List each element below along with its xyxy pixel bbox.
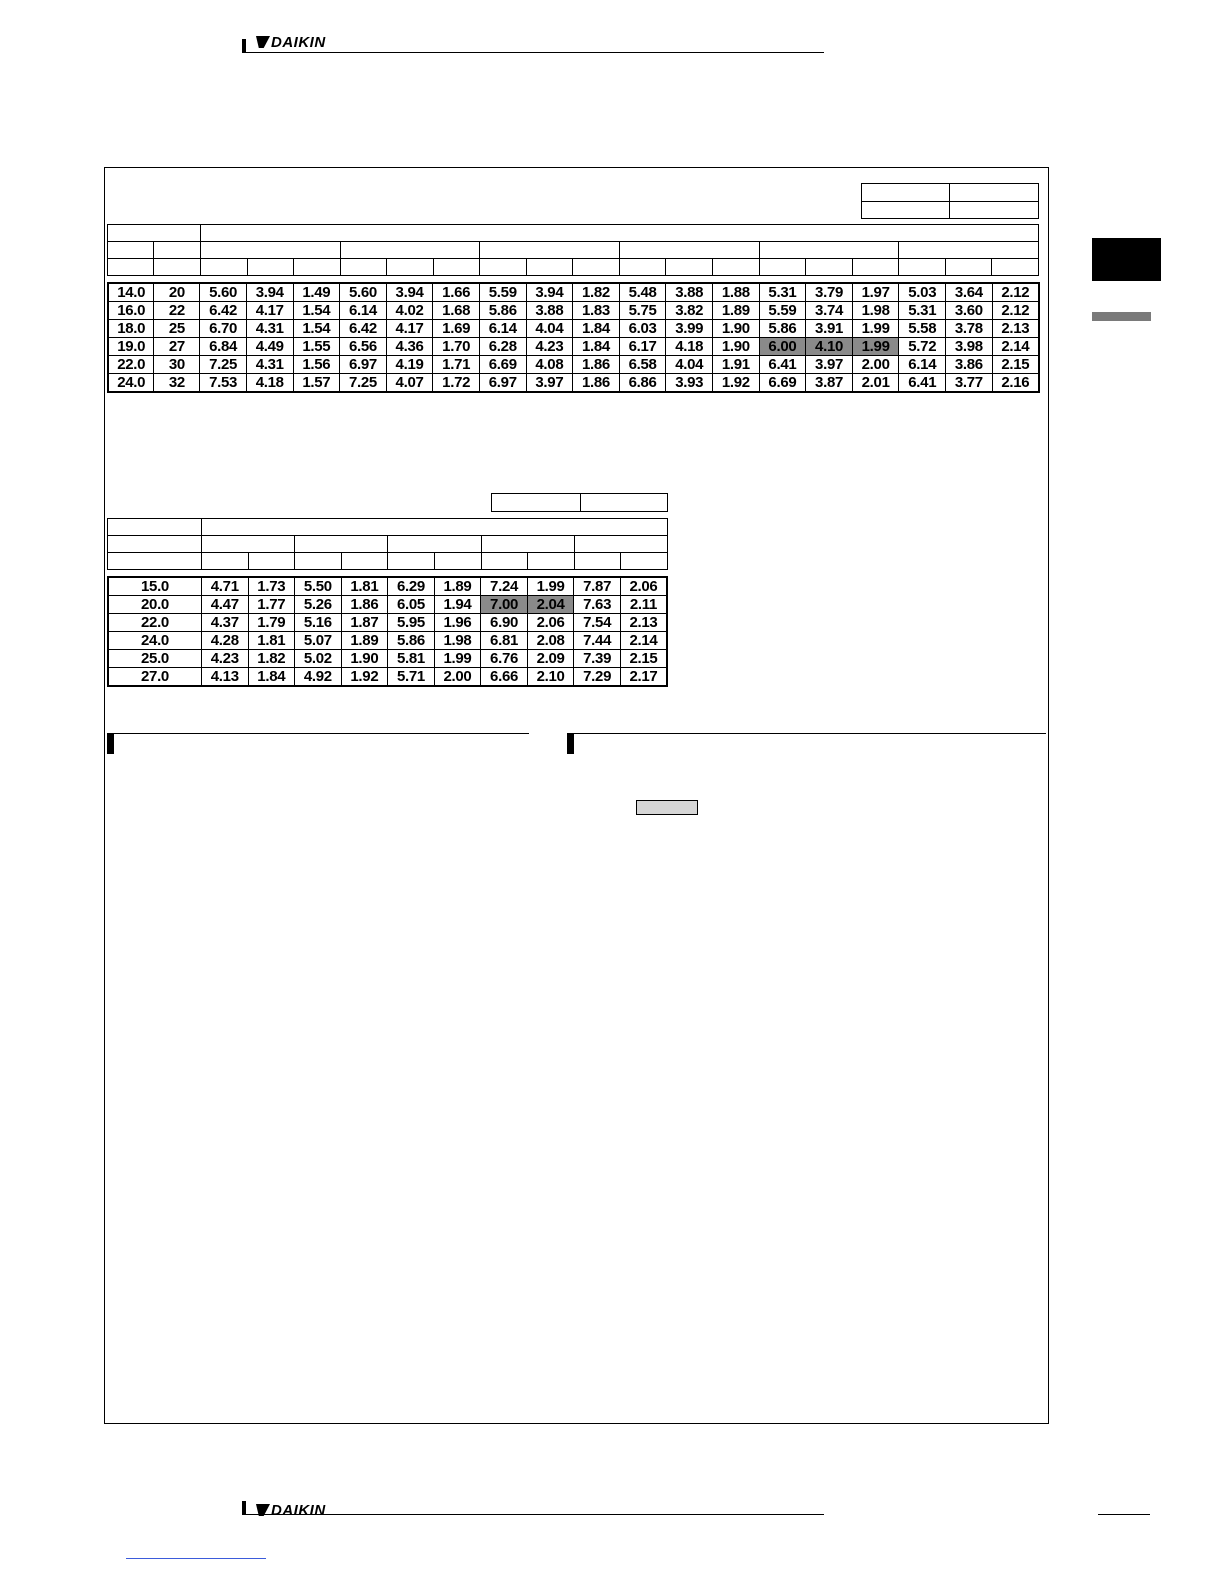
table-cell: 1.81 bbox=[341, 577, 388, 596]
table-cell: 4.49 bbox=[246, 338, 293, 356]
table-cell: 25 bbox=[154, 320, 200, 338]
table-cell: 20.0 bbox=[108, 596, 201, 614]
table-row bbox=[108, 356, 1039, 374]
table-cell: 14.0 bbox=[108, 283, 154, 302]
table-cell: 3.93 bbox=[666, 374, 713, 393]
header-brand: DAIKIN bbox=[271, 34, 326, 51]
table-row bbox=[108, 320, 1039, 338]
table-cell: 6.56 bbox=[340, 338, 387, 356]
table-cell: 5.50 bbox=[295, 577, 342, 596]
header-logo bbox=[256, 34, 326, 51]
table-cell: 5.60 bbox=[200, 283, 247, 302]
table-cell: 2.15 bbox=[620, 650, 667, 668]
table-cell: 6.28 bbox=[479, 338, 526, 356]
table-row bbox=[108, 302, 1039, 320]
table-cell: 2.14 bbox=[620, 632, 667, 650]
table-cell: 2.00 bbox=[852, 356, 899, 374]
table-cell: 5.07 bbox=[295, 632, 342, 650]
table-cell: 7.54 bbox=[574, 614, 621, 632]
table-cell: 1.54 bbox=[293, 320, 340, 338]
table1-header bbox=[107, 224, 1039, 276]
table-cell: 6.97 bbox=[340, 356, 387, 374]
table-cell: 4.04 bbox=[526, 320, 573, 338]
table-cell: 7.63 bbox=[574, 596, 621, 614]
table-cell: 5.31 bbox=[899, 302, 946, 320]
table-cell: 5.95 bbox=[388, 614, 435, 632]
table-cell: 5.48 bbox=[619, 283, 666, 302]
page-number-rule bbox=[1098, 1514, 1150, 1515]
table-cell: 1.82 bbox=[573, 283, 620, 302]
table-cell: 2.13 bbox=[620, 614, 667, 632]
table-cell: 2.12 bbox=[992, 283, 1039, 302]
table-cell: 3.64 bbox=[946, 283, 993, 302]
table-cell: 7.24 bbox=[481, 577, 528, 596]
table-cell: 3.86 bbox=[946, 356, 993, 374]
table-cell: 2.08 bbox=[527, 632, 574, 650]
section-header-left bbox=[107, 733, 529, 756]
table-cell: 2.06 bbox=[620, 577, 667, 596]
footer-link-underline[interactable] bbox=[126, 1558, 266, 1559]
table-cell: 3.78 bbox=[946, 320, 993, 338]
table-cell: 1.98 bbox=[434, 632, 481, 650]
table-cell: 3.87 bbox=[806, 374, 853, 393]
table-row bbox=[108, 668, 667, 687]
section-header-right bbox=[567, 733, 1046, 756]
table-cell: 5.86 bbox=[759, 320, 806, 338]
header-bar bbox=[242, 34, 824, 53]
table-row bbox=[108, 650, 667, 668]
table-cell: 6.58 bbox=[619, 356, 666, 374]
table-cell: 1.99 bbox=[434, 650, 481, 668]
table-cell: 6.03 bbox=[619, 320, 666, 338]
table-cell: 6.42 bbox=[340, 320, 387, 338]
table-cell: 6.14 bbox=[899, 356, 946, 374]
table-cell: 1.89 bbox=[713, 302, 760, 320]
table-cell: 1.82 bbox=[248, 650, 295, 668]
subsection-tab[interactable] bbox=[1092, 312, 1151, 321]
table-cell: 3.88 bbox=[526, 302, 573, 320]
table-cell: 6.41 bbox=[899, 374, 946, 393]
table-cell: 5.59 bbox=[759, 302, 806, 320]
table-cell: 2.17 bbox=[620, 668, 667, 687]
table-cell: 24.0 bbox=[108, 374, 154, 393]
table-cell: 4.23 bbox=[201, 650, 248, 668]
table-cell: 6.14 bbox=[479, 320, 526, 338]
table-cell: 4.92 bbox=[295, 668, 342, 687]
table-cell: 1.88 bbox=[713, 283, 760, 302]
table-cell: 6.41 bbox=[759, 356, 806, 374]
table-cell: 1.87 bbox=[341, 614, 388, 632]
table-cell: 6.90 bbox=[481, 614, 528, 632]
footer-logo bbox=[256, 1502, 326, 1519]
table-cell: 3.77 bbox=[946, 374, 993, 393]
table-cell: 3.94 bbox=[526, 283, 573, 302]
table-cell: 3.82 bbox=[666, 302, 713, 320]
table-cell: 2.16 bbox=[992, 374, 1039, 393]
table2-data bbox=[107, 576, 668, 687]
table-cell: 4.31 bbox=[246, 320, 293, 338]
table-cell: 1.57 bbox=[293, 374, 340, 393]
table-cell: 5.03 bbox=[899, 283, 946, 302]
table-cell: 4.28 bbox=[201, 632, 248, 650]
table-cell: 6.84 bbox=[200, 338, 247, 356]
table-cell: 2.11 bbox=[620, 596, 667, 614]
table2-header bbox=[107, 518, 668, 570]
table-row bbox=[108, 338, 1039, 356]
table-cell: 30 bbox=[154, 356, 200, 374]
table-cell: 1.89 bbox=[434, 577, 481, 596]
table-cell: 1.54 bbox=[293, 302, 340, 320]
table-cell: 7.39 bbox=[574, 650, 621, 668]
table-cell: 4.18 bbox=[246, 374, 293, 393]
table-cell: 1.49 bbox=[293, 283, 340, 302]
table-cell: 4.07 bbox=[386, 374, 433, 393]
table-cell: 22.0 bbox=[108, 614, 201, 632]
table-cell: 4.17 bbox=[246, 302, 293, 320]
table-cell: 5.81 bbox=[388, 650, 435, 668]
table-cell: 1.84 bbox=[248, 668, 295, 687]
table-cell: 18.0 bbox=[108, 320, 154, 338]
table-cell: 4.17 bbox=[386, 320, 433, 338]
table-cell: 1.99 bbox=[852, 320, 899, 338]
table-cell: 3.60 bbox=[946, 302, 993, 320]
table-cell: 1.98 bbox=[852, 302, 899, 320]
table-cell: 1.69 bbox=[433, 320, 480, 338]
table-cell: 6.69 bbox=[759, 374, 806, 393]
table-cell: 20 bbox=[154, 283, 200, 302]
table-cell: 1.55 bbox=[293, 338, 340, 356]
table-cell: 3.99 bbox=[666, 320, 713, 338]
table-cell: 1.90 bbox=[713, 320, 760, 338]
table1-data bbox=[107, 282, 1040, 393]
table-cell: 5.75 bbox=[619, 302, 666, 320]
table-cell: 15.0 bbox=[108, 577, 201, 596]
table-cell: 1.92 bbox=[713, 374, 760, 393]
table-cell: 1.73 bbox=[248, 577, 295, 596]
grey-button[interactable] bbox=[636, 800, 698, 815]
table-cell: 6.69 bbox=[479, 356, 526, 374]
table-cell: 1.84 bbox=[573, 338, 620, 356]
table-cell: 5.71 bbox=[388, 668, 435, 687]
table-cell: 6.86 bbox=[619, 374, 666, 393]
table-cell: 1.81 bbox=[248, 632, 295, 650]
table-cell: 4.18 bbox=[666, 338, 713, 356]
daikin-logo-icon bbox=[256, 1504, 270, 1516]
table-cell: 7.25 bbox=[340, 374, 387, 393]
table-cell: 3.98 bbox=[946, 338, 993, 356]
table-cell: 5.58 bbox=[899, 320, 946, 338]
table-cell: 3.74 bbox=[806, 302, 853, 320]
table-cell: 2.12 bbox=[992, 302, 1039, 320]
table-cell: 4.04 bbox=[666, 356, 713, 374]
table-cell: 32 bbox=[154, 374, 200, 393]
table-cell: 19.0 bbox=[108, 338, 154, 356]
table-cell: 5.60 bbox=[340, 283, 387, 302]
table-cell: 4.08 bbox=[526, 356, 573, 374]
table-cell: 4.10 bbox=[806, 338, 853, 356]
table-cell: 1.83 bbox=[573, 302, 620, 320]
table-cell: 5.86 bbox=[388, 632, 435, 650]
table-cell: 4.19 bbox=[386, 356, 433, 374]
table-cell: 5.02 bbox=[295, 650, 342, 668]
table-cell: 1.84 bbox=[573, 320, 620, 338]
table-cell: 2.13 bbox=[992, 320, 1039, 338]
table-cell: 24.0 bbox=[108, 632, 201, 650]
table-cell: 6.76 bbox=[481, 650, 528, 668]
table-cell: 6.97 bbox=[479, 374, 526, 393]
table-cell: 1.86 bbox=[341, 596, 388, 614]
table-row bbox=[108, 596, 667, 614]
table-cell: 22.0 bbox=[108, 356, 154, 374]
table-cell: 3.94 bbox=[246, 283, 293, 302]
table-cell: 4.02 bbox=[386, 302, 433, 320]
table-cell: 7.53 bbox=[200, 374, 247, 393]
table-cell: 1.99 bbox=[852, 338, 899, 356]
table-row bbox=[108, 577, 667, 596]
table-cell: 27.0 bbox=[108, 668, 201, 687]
table-cell: 4.13 bbox=[201, 668, 248, 687]
table-cell: 6.66 bbox=[481, 668, 528, 687]
table-row bbox=[108, 632, 667, 650]
table-cell: 6.42 bbox=[200, 302, 247, 320]
table-cell: 7.29 bbox=[574, 668, 621, 687]
table-cell: 1.79 bbox=[248, 614, 295, 632]
table-cell: 5.26 bbox=[295, 596, 342, 614]
header-tick bbox=[242, 39, 246, 53]
table-cell: 5.86 bbox=[479, 302, 526, 320]
table-cell: 2.00 bbox=[434, 668, 481, 687]
table-cell: 4.71 bbox=[201, 577, 248, 596]
table-cell: 1.66 bbox=[433, 283, 480, 302]
table-cell: 4.36 bbox=[386, 338, 433, 356]
table-cell: 6.00 bbox=[759, 338, 806, 356]
table-cell: 1.90 bbox=[713, 338, 760, 356]
table-cell: 1.94 bbox=[434, 596, 481, 614]
table-cell: 1.77 bbox=[248, 596, 295, 614]
table-cell: 1.92 bbox=[341, 668, 388, 687]
table-cell: 2.06 bbox=[527, 614, 574, 632]
table-cell: 1.97 bbox=[852, 283, 899, 302]
table-cell: 22 bbox=[154, 302, 200, 320]
table-cell: 7.87 bbox=[574, 577, 621, 596]
table-cell: 2.14 bbox=[992, 338, 1039, 356]
table-cell: 4.31 bbox=[246, 356, 293, 374]
table-cell: 3.88 bbox=[666, 283, 713, 302]
footer-tick bbox=[242, 1501, 246, 1515]
table-cell: 7.44 bbox=[574, 632, 621, 650]
table-cell: 16.0 bbox=[108, 302, 154, 320]
table-cell: 3.97 bbox=[806, 356, 853, 374]
table-cell: 6.81 bbox=[481, 632, 528, 650]
table-cell: 4.23 bbox=[526, 338, 573, 356]
table-cell: 2.15 bbox=[992, 356, 1039, 374]
daikin-logo-icon bbox=[256, 36, 270, 48]
table-cell: 5.72 bbox=[899, 338, 946, 356]
table-cell: 1.99 bbox=[527, 577, 574, 596]
table-cell: 2.04 bbox=[527, 596, 574, 614]
table-cell: 4.47 bbox=[201, 596, 248, 614]
table-cell: 7.00 bbox=[481, 596, 528, 614]
table-cell: 1.89 bbox=[341, 632, 388, 650]
condition-box-2 bbox=[491, 493, 668, 512]
table-cell: 27 bbox=[154, 338, 200, 356]
condition-box-1 bbox=[861, 183, 1039, 219]
table-cell: 6.14 bbox=[340, 302, 387, 320]
table-cell: 1.86 bbox=[573, 356, 620, 374]
table-cell: 6.29 bbox=[388, 577, 435, 596]
table-cell: 1.96 bbox=[434, 614, 481, 632]
table-cell: 4.37 bbox=[201, 614, 248, 632]
table-cell: 2.01 bbox=[852, 374, 899, 393]
table-cell: 7.25 bbox=[200, 356, 247, 374]
table-cell: 5.59 bbox=[479, 283, 526, 302]
table-cell: 6.05 bbox=[388, 596, 435, 614]
table-cell: 25.0 bbox=[108, 650, 201, 668]
table-cell: 1.91 bbox=[713, 356, 760, 374]
table-cell: 3.79 bbox=[806, 283, 853, 302]
table-cell: 3.94 bbox=[386, 283, 433, 302]
table-cell: 3.97 bbox=[526, 374, 573, 393]
table-cell: 3.91 bbox=[806, 320, 853, 338]
table-row bbox=[108, 374, 1039, 393]
table-row bbox=[108, 283, 1039, 302]
table-cell: 2.09 bbox=[527, 650, 574, 668]
table-row bbox=[108, 614, 667, 632]
table-cell: 1.68 bbox=[433, 302, 480, 320]
footer-brand: DAIKIN bbox=[271, 1502, 326, 1519]
section-tab[interactable] bbox=[1092, 238, 1161, 281]
footer-bar bbox=[242, 1500, 824, 1519]
table-cell: 1.90 bbox=[341, 650, 388, 668]
table-cell: 5.16 bbox=[295, 614, 342, 632]
table-cell: 1.70 bbox=[433, 338, 480, 356]
table-cell: 1.72 bbox=[433, 374, 480, 393]
table-cell: 6.70 bbox=[200, 320, 247, 338]
table-cell: 1.86 bbox=[573, 374, 620, 393]
table-cell: 2.10 bbox=[527, 668, 574, 687]
table-cell: 1.71 bbox=[433, 356, 480, 374]
table-cell: 1.56 bbox=[293, 356, 340, 374]
table-cell: 5.31 bbox=[759, 283, 806, 302]
table-cell: 6.17 bbox=[619, 338, 666, 356]
